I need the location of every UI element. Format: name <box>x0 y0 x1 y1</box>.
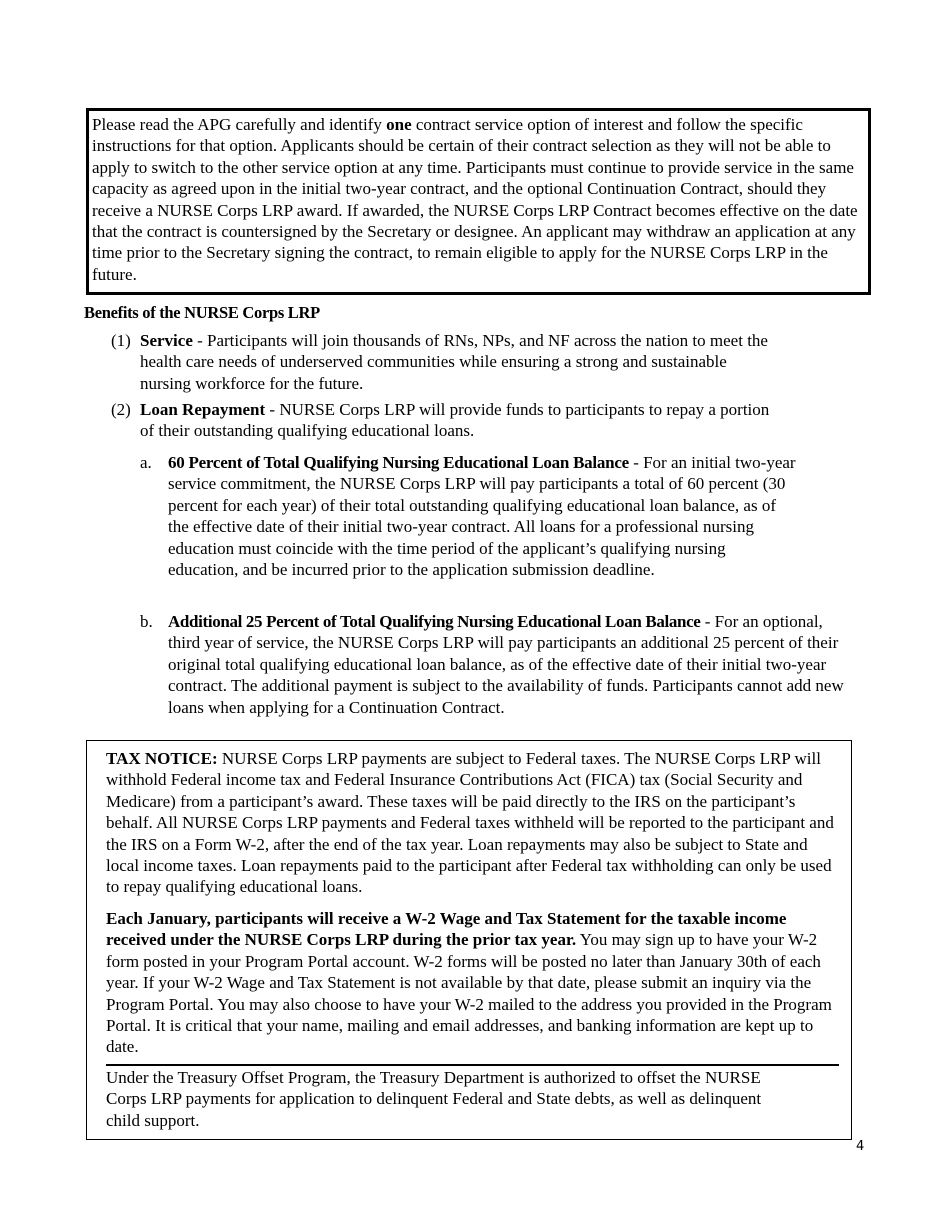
sub-item-title: 60 Percent of Total Qualifying Nursing Educational Loan Balance <box>168 453 629 472</box>
benefit-title: Service <box>140 331 193 350</box>
tax-notice-divider <box>106 1064 839 1066</box>
benefit-text: - Participants will join thousands of RNs, NPs, and NF across the nation to meet the health care needs of underserved communities while ensuring a strong and sustainable nursing workforce for the future. <box>140 331 768 393</box>
benefit-number: (2) <box>111 400 131 419</box>
sub-item-title: Additional 25 Percent of Total Qualifying Nursing Educational Loan Balance <box>168 612 701 631</box>
tax-notice-box <box>86 740 852 1140</box>
tax-notice-label: TAX NOTICE: <box>106 749 218 768</box>
sub-item-letter: b. <box>140 612 153 631</box>
w2-statement-text: You may sign up to have your W-2 form posted in your Program Portal account. W-2 forms will be posted no later than January 30th of each year. If your W-2 Wage and Tax Statement is not available by that date, please submit an inquiry via the Program Portal. You may also choose to have your W-2 mailed to the address you provided in the Program Portal. It is critical that your name, mailing and email addresses, and banking information are kept up to date. <box>106 930 832 1057</box>
w2-statement-paragraph <box>106 908 844 1058</box>
notice-text-rest: specific instructions for that option. Applicants should be certain of their contract selection as they will not be able to apply to switch to the other service option at any time. Participants must continue to provide service in the same capacity as agreed upon in the initial two-year contract, and the optional Continuation Contract, should they receive a NURSE Corps LRP award. If awarded, the NURSE Corps LRP Contract becomes effective on the date that the contract is countersigned by the Secretary or designee. An applicant may withdraw an application at any time prior to the Secretary signing the contract, to remain eligible to apply for the NURSE Corps LRP in the future. <box>92 115 858 284</box>
benefit-text: - NURSE Corps LRP will provide funds to participants to repay a portion of their outstanding qualifying educational loans. <box>140 400 770 441</box>
tax-notice-text: NURSE Corps LRP payments are subject to Federal taxes. The NURSE Corps LRP will withhold Federal income tax and Federal Insurance Contributions Act (FICA) tax (Social Security and Medicare) from a participant’s award. These taxes will be paid directly to the IRS on the participant’s behalf. All NURSE Corps LRP payments and Federal taxes withheld will be reported to the participant and the IRS on a Form W-2, after the end of the tax year. Loan repayments may also be subject to State and local income taxes. Loan repayments paid to the participant after Federal tax withholding can only be used to repay qualifying educational loans. <box>106 749 834 897</box>
sub-item-text: - For an optional, third year of service, the NURSE Corps LRP will pay participants an additional 25 percent of their original total qualifying educational loan balance, as of the effective date of their initial two-year contract. The additional payment is subject to the availability of funds. Participants cannot add new loans when applying for a Continuation Contract. <box>168 612 844 717</box>
benefit-title: Loan Repayment <box>140 400 266 419</box>
benefit-number: (1) <box>111 331 131 350</box>
w2-statement-bold: Each January, participants will receive a W-2 Wage and Tax Statement for the taxable income received under the NURSE Corps LRP during the prior tax year. <box>106 909 787 950</box>
benefits-heading: Benefits of the NURSE Corps LRP <box>84 303 320 322</box>
page-number: 4 <box>856 1139 865 1154</box>
contract-option-notice <box>86 108 871 295</box>
tax-notice-paragraph <box>106 748 841 898</box>
notice-emphasis-one: one <box>386 115 412 134</box>
notice-text-start: Please read the APG carefully and identify <box>92 115 387 134</box>
sub-item-letter: a. <box>140 453 152 472</box>
notice-text-continued: contract service option of interest and follow the <box>411 115 746 134</box>
sub-item-text: - For an initial two-year service commitment, the NURSE Corps LRP will pay participants a total of 60 percent (30 percent for each year) of their total outstanding qualifying educational loan balance, as of the effective date of their initial two-year contract. All loans for a professional nursing education must coincide with the time period of the applicant’s qualifying nursing education, and be incurred prior to the application submission deadline. <box>168 453 796 580</box>
treasury-offset-paragraph: Under the Treasury Offset Program, the Treasury Department is authorized to offset the NURSE Corps LRP payments for application to delinquent Federal and State debts, as well as delinquent child support. <box>106 1068 762 1130</box>
